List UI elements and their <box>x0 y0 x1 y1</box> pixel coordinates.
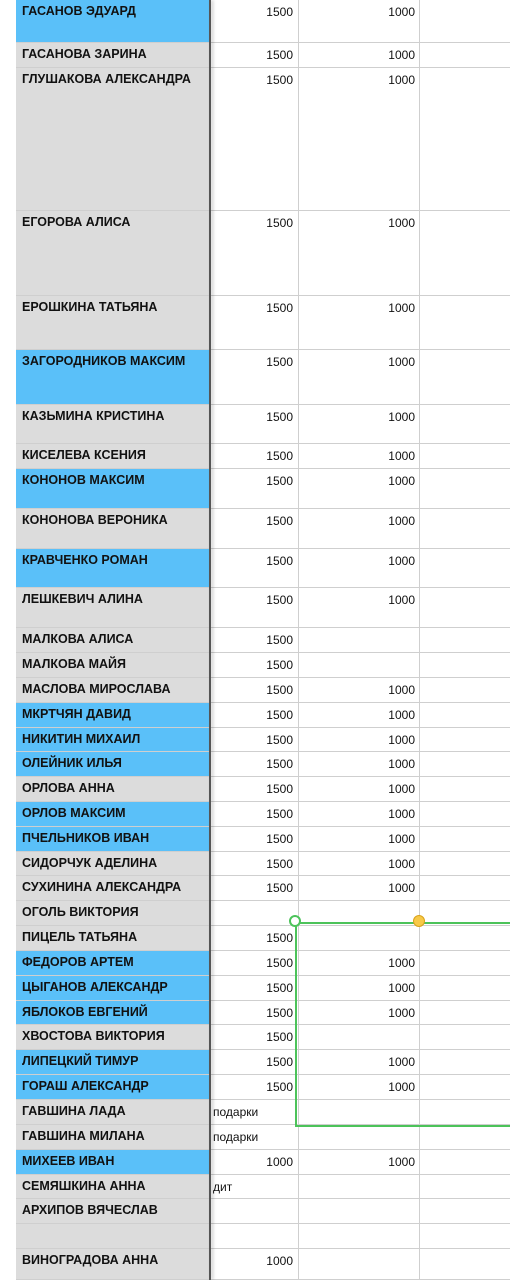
payment-cell[interactable]: 1000 <box>388 449 415 463</box>
empty-cell[interactable] <box>420 628 510 653</box>
amount-cell[interactable]: 1500 <box>266 514 293 528</box>
name-cell[interactable]: ОЛЕЙНИК ИЛЬЯ <box>16 752 209 777</box>
empty-cell[interactable] <box>420 588 510 628</box>
name-cell[interactable]: ВИНОГРАДОВА АННА <box>16 1249 209 1280</box>
table-row[interactable] <box>0 777 510 802</box>
amount-cell[interactable]: 1500 <box>266 683 293 697</box>
name-cell[interactable]: ХВОСТОВА ВИКТОРИЯ <box>16 1025 209 1050</box>
name-cell[interactable]: ГОРАШ АЛЕКСАНДР <box>16 1075 209 1100</box>
table-row[interactable] <box>0 876 510 901</box>
empty-cell[interactable] <box>420 1150 510 1175</box>
empty-cell[interactable] <box>420 678 510 703</box>
name-cell[interactable]: ГАВШИНА МИЛАНА <box>16 1125 209 1150</box>
payment-cell[interactable]: 1000 <box>388 857 415 871</box>
table-row[interactable] <box>0 1199 510 1224</box>
table-row[interactable] <box>0 1125 510 1150</box>
payment-cell[interactable]: 1000 <box>388 981 415 995</box>
name-cell[interactable]: ЦЫГАНОВ АЛЕКСАНДР <box>16 976 209 1001</box>
payment-cell[interactable]: 1000 <box>388 216 415 230</box>
amount-cell[interactable]: 1500 <box>266 48 293 62</box>
empty-cell[interactable] <box>420 777 510 802</box>
table-row[interactable] <box>0 678 510 703</box>
selection-range[interactable] <box>295 922 510 1127</box>
table-row[interactable] <box>0 68 510 211</box>
payment-cell[interactable]: 1000 <box>388 474 415 488</box>
amount-cell[interactable]: подарки <box>213 1105 259 1119</box>
table-row[interactable] <box>0 628 510 653</box>
amount-cell[interactable]: 1500 <box>266 5 293 19</box>
name-cell[interactable]: ОРЛОВ МАКСИМ <box>16 802 209 827</box>
payment-cell[interactable]: 1000 <box>388 301 415 315</box>
payment-cell[interactable] <box>299 1224 419 1249</box>
payment-cell[interactable]: 1000 <box>388 73 415 87</box>
table-row[interactable] <box>0 802 510 827</box>
empty-cell[interactable] <box>420 469 510 509</box>
amount-cell[interactable]: 1500 <box>266 1080 293 1094</box>
table-row[interactable] <box>0 752 510 777</box>
name-cell[interactable]: ГЛУШАКОВА АЛЕКСАНДРА <box>16 68 209 211</box>
payment-cell[interactable] <box>299 628 419 653</box>
name-cell[interactable]: КАЗЬМИНА КРИСТИНА <box>16 405 209 444</box>
empty-cell[interactable] <box>420 43 510 68</box>
payment-cell[interactable]: 1000 <box>388 683 415 697</box>
amount-cell[interactable]: 1500 <box>266 832 293 846</box>
frozen-column-divider[interactable] <box>209 0 211 1280</box>
payment-cell[interactable]: 1000 <box>388 956 415 970</box>
amount-cell[interactable]: 1500 <box>266 857 293 871</box>
empty-cell[interactable] <box>420 1125 510 1150</box>
name-cell[interactable]: НИКИТИН МИХАИЛ <box>16 728 209 752</box>
name-cell[interactable]: СИДОРЧУК АДЕЛИНА <box>16 852 209 876</box>
name-cell[interactable]: ПИЦЕЛЬ ТАТЬЯНА <box>16 926 209 951</box>
payment-cell[interactable]: 1000 <box>388 593 415 607</box>
empty-cell[interactable] <box>420 827 510 852</box>
empty-cell[interactable] <box>420 852 510 876</box>
empty-cell[interactable] <box>420 653 510 678</box>
payment-cell[interactable]: 1000 <box>388 757 415 771</box>
table-row[interactable] <box>0 1224 510 1249</box>
empty-cell[interactable] <box>420 0 510 43</box>
payment-cell[interactable]: 1000 <box>388 1080 415 1094</box>
amount-cell[interactable]: 1500 <box>266 956 293 970</box>
amount-cell[interactable]: 1500 <box>266 757 293 771</box>
table-row[interactable] <box>0 549 510 588</box>
table-row[interactable] <box>0 469 510 509</box>
name-cell[interactable]: ОГОЛЬ ВИКТОРИЯ <box>16 901 209 926</box>
table-row[interactable] <box>0 588 510 628</box>
amount-cell[interactable]: 1500 <box>266 658 293 672</box>
empty-cell[interactable] <box>420 1224 510 1249</box>
amount-cell[interactable]: 1500 <box>266 1055 293 1069</box>
table-row[interactable] <box>0 653 510 678</box>
name-cell[interactable]: КИСЕЛЕВА КСЕНИЯ <box>16 444 209 469</box>
empty-cell[interactable] <box>420 296 510 350</box>
table-row[interactable] <box>0 1249 510 1280</box>
empty-cell[interactable] <box>420 802 510 827</box>
name-cell[interactable]: ЗАГОРОДНИКОВ МАКСИМ <box>16 350 209 405</box>
amount-cell[interactable] <box>211 901 298 926</box>
table-row[interactable] <box>0 405 510 444</box>
payment-cell[interactable] <box>299 1175 419 1199</box>
payment-cell[interactable]: 1000 <box>388 355 415 369</box>
empty-cell[interactable] <box>420 549 510 588</box>
payment-cell[interactable]: 1000 <box>388 410 415 424</box>
payment-cell[interactable]: 1000 <box>388 708 415 722</box>
amount-cell[interactable]: 1500 <box>266 355 293 369</box>
amount-cell[interactable] <box>211 1224 298 1249</box>
name-cell[interactable]: МАЛКОВА АЛИСА <box>16 628 209 653</box>
payment-cell[interactable]: 1000 <box>388 807 415 821</box>
empty-cell[interactable] <box>420 703 510 728</box>
table-row[interactable] <box>0 296 510 350</box>
payment-cell[interactable] <box>299 1125 419 1150</box>
name-cell[interactable]: КРАВЧЕНКО РОМАН <box>16 549 209 588</box>
name-cell[interactable]: ЕРОШКИНА ТАТЬЯНА <box>16 296 209 350</box>
name-cell[interactable]: КОНОНОВ МАКСИМ <box>16 469 209 509</box>
name-cell[interactable]: ГАСАНОВ ЭДУАРД <box>16 0 209 43</box>
empty-cell[interactable] <box>420 68 510 211</box>
empty-cell[interactable] <box>420 1199 510 1224</box>
payment-cell[interactable] <box>299 1249 419 1280</box>
table-row[interactable] <box>0 1175 510 1199</box>
table-row[interactable] <box>0 509 510 549</box>
name-cell[interactable]: СЕМЯШКИНА АННА <box>16 1175 209 1199</box>
payment-cell[interactable]: 1000 <box>388 1055 415 1069</box>
amount-cell[interactable]: 1500 <box>266 981 293 995</box>
amount-cell[interactable]: 1500 <box>266 593 293 607</box>
payment-cell[interactable]: 1000 <box>388 733 415 747</box>
name-cell[interactable]: ЛЕШКЕВИЧ АЛИНА <box>16 588 209 628</box>
payment-cell[interactable] <box>299 653 419 678</box>
name-cell[interactable]: МИХЕЕВ ИВАН <box>16 1150 209 1175</box>
amount-cell[interactable]: 1500 <box>266 931 293 945</box>
amount-cell[interactable]: 1500 <box>266 1006 293 1020</box>
empty-cell[interactable] <box>420 1249 510 1280</box>
table-row[interactable] <box>0 211 510 296</box>
payment-cell[interactable]: 1000 <box>388 1155 415 1169</box>
table-row[interactable] <box>0 43 510 68</box>
table-row[interactable] <box>0 703 510 728</box>
name-cell[interactable]: ОРЛОВА АННА <box>16 777 209 802</box>
empty-cell[interactable] <box>420 1175 510 1199</box>
amount-cell[interactable]: дит <box>213 1180 233 1194</box>
amount-cell[interactable]: 1000 <box>266 1254 293 1268</box>
name-cell[interactable] <box>16 1224 209 1249</box>
amount-cell[interactable]: 1500 <box>266 554 293 568</box>
amount-cell[interactable]: 1500 <box>266 1030 293 1044</box>
amount-cell[interactable]: 1500 <box>266 782 293 796</box>
name-cell[interactable]: ГАСАНОВА ЗАРИНА <box>16 43 209 68</box>
selection-start-handle[interactable] <box>289 915 301 927</box>
amount-cell[interactable]: 1500 <box>266 733 293 747</box>
payment-cell[interactable]: 1000 <box>388 48 415 62</box>
selection-end-handle[interactable] <box>413 915 425 927</box>
name-cell[interactable]: ЕГОРОВА АЛИСА <box>16 211 209 296</box>
name-cell[interactable]: МКРТЧЯН ДАВИД <box>16 703 209 728</box>
payment-cell[interactable]: 1000 <box>388 5 415 19</box>
empty-cell[interactable] <box>420 509 510 549</box>
amount-cell[interactable]: 1500 <box>266 807 293 821</box>
table-row[interactable] <box>0 1150 510 1175</box>
amount-cell[interactable]: 1500 <box>266 410 293 424</box>
name-cell[interactable]: СУХИНИНА АЛЕКСАНДРА <box>16 876 209 901</box>
name-cell[interactable]: КОНОНОВА ВЕРОНИКА <box>16 509 209 549</box>
empty-cell[interactable] <box>420 211 510 296</box>
name-cell[interactable]: ЯБЛОКОВ ЕВГЕНИЙ <box>16 1001 209 1025</box>
table-row[interactable] <box>0 0 510 43</box>
empty-cell[interactable] <box>420 876 510 901</box>
payment-cell[interactable]: 1000 <box>388 514 415 528</box>
empty-cell[interactable] <box>420 752 510 777</box>
empty-cell[interactable] <box>420 444 510 469</box>
amount-cell[interactable]: 1500 <box>266 449 293 463</box>
empty-cell[interactable] <box>420 350 510 405</box>
name-cell[interactable]: ГАВШИНА ЛАДА <box>16 1100 209 1125</box>
amount-cell[interactable]: 1500 <box>266 301 293 315</box>
table-row[interactable] <box>0 444 510 469</box>
payment-cell[interactable]: 1000 <box>388 881 415 895</box>
table-row[interactable] <box>0 827 510 852</box>
amount-cell[interactable]: 1500 <box>266 73 293 87</box>
amount-cell[interactable] <box>211 1199 298 1224</box>
table-row[interactable] <box>0 852 510 876</box>
table-row[interactable] <box>0 350 510 405</box>
payment-cell[interactable]: 1000 <box>388 554 415 568</box>
empty-cell[interactable] <box>420 728 510 752</box>
table-row[interactable] <box>0 728 510 752</box>
amount-cell[interactable]: подарки <box>213 1130 259 1144</box>
amount-cell[interactable]: 1500 <box>266 474 293 488</box>
name-cell[interactable]: АРХИПОВ ВЯЧЕСЛАВ <box>16 1199 209 1224</box>
payment-cell[interactable]: 1000 <box>388 832 415 846</box>
amount-cell[interactable]: 1500 <box>266 708 293 722</box>
name-cell[interactable]: ФЕДОРОВ АРТЕМ <box>16 951 209 976</box>
empty-cell[interactable] <box>420 405 510 444</box>
amount-cell[interactable]: 1500 <box>266 881 293 895</box>
payment-cell[interactable] <box>299 1199 419 1224</box>
name-cell[interactable]: МАЛКОВА МАЙЯ <box>16 653 209 678</box>
payment-cell[interactable]: 1000 <box>388 782 415 796</box>
name-cell[interactable]: ЛИПЕЦКИЙ ТИМУР <box>16 1050 209 1075</box>
amount-cell[interactable]: 1500 <box>266 216 293 230</box>
amount-cell[interactable]: 1500 <box>266 633 293 647</box>
name-cell[interactable]: ПЧЕЛЬНИКОВ ИВАН <box>16 827 209 852</box>
amount-cell[interactable]: 1000 <box>266 1155 293 1169</box>
payment-cell[interactable]: 1000 <box>388 1006 415 1020</box>
name-cell[interactable]: МАСЛОВА МИРОСЛАВА <box>16 678 209 703</box>
